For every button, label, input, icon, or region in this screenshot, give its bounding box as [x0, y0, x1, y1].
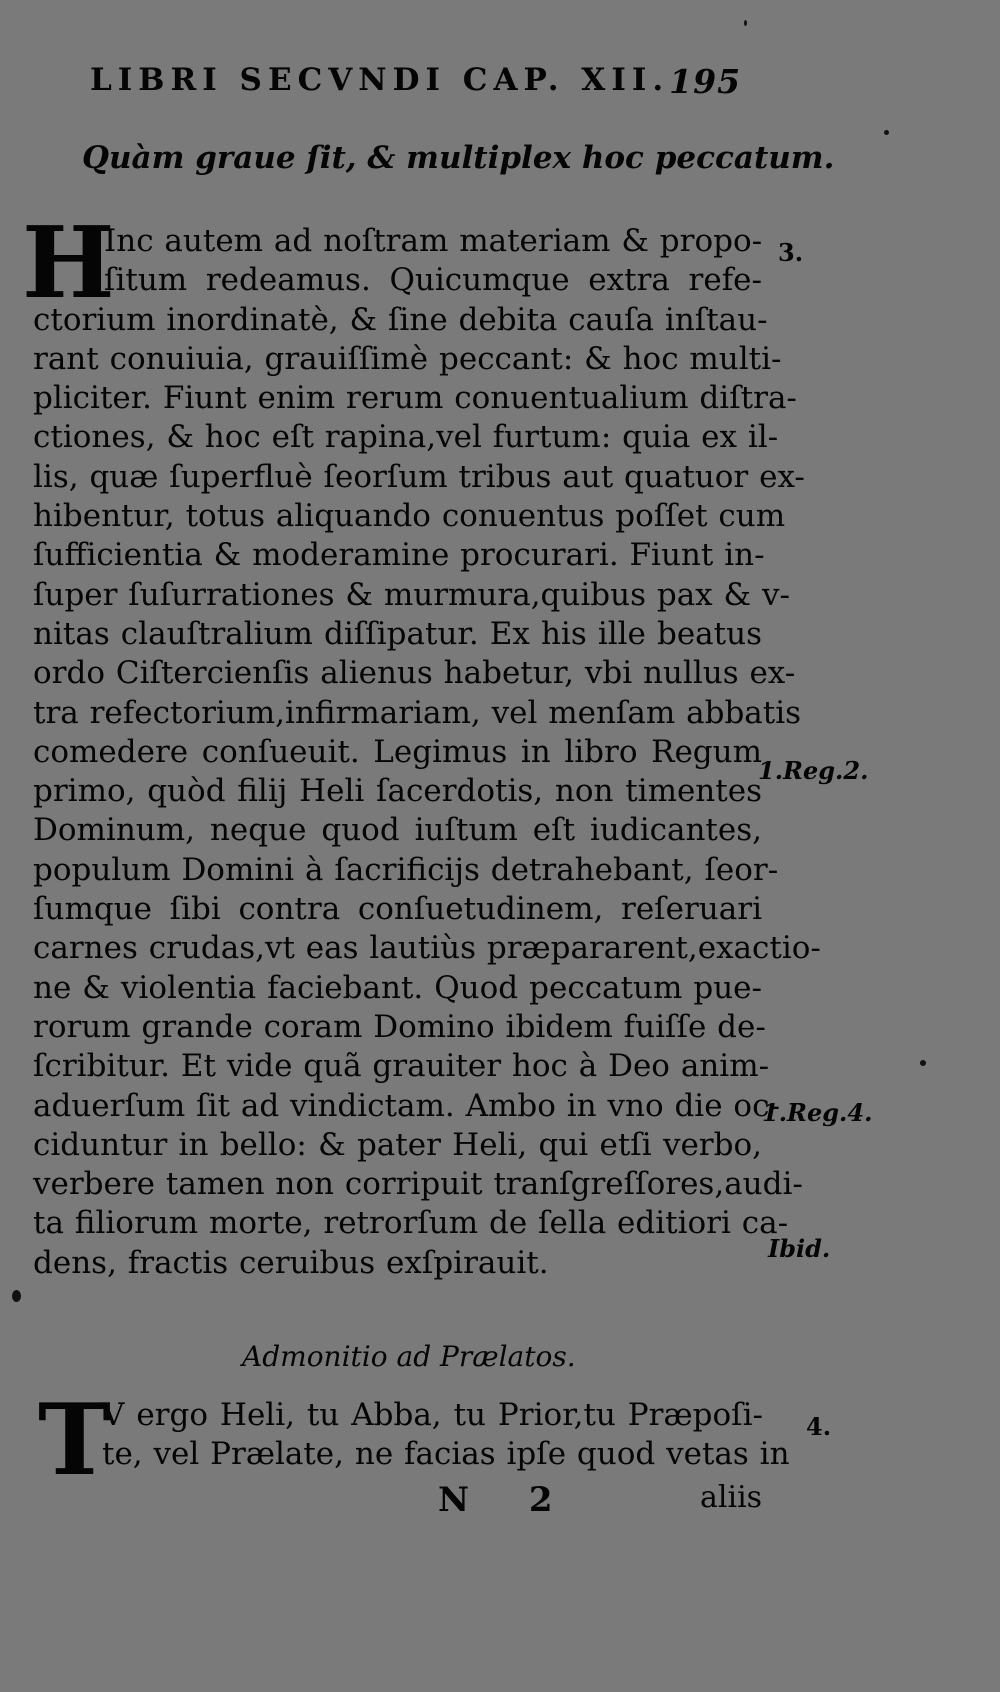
text-line: nitas clauſtralium diſſipatur. Ex his ille beatus — [33, 615, 762, 652]
text-line: verbere tamen non corripuit tranſgreſſores,audi- — [33, 1166, 803, 1203]
text-line: ciduntur in bello: & pater Heli, qui etſi verbo, — [33, 1126, 762, 1163]
text-line: ſitum redeamus. Quicumque extra refe- — [104, 262, 762, 299]
drop-cap-h: H — [22, 206, 115, 321]
ink-speck — [920, 1060, 926, 1066]
text-line: dens, fractis ceruibus exſpirauit. — [33, 1244, 549, 1281]
text-line: populum Domini à ſacrificijs detrahebant, ſeor- — [33, 851, 779, 888]
text-line: ctiones, & hoc eſt rapina,vel furtum: quia ex il- — [33, 419, 779, 456]
text-line: primo, quòd filij Heli ſacerdotis, non timentes — [33, 773, 762, 810]
margin-number-3: 3. — [778, 238, 804, 267]
text-line: te, vel Prælate, ne facias ipſe quod vetas in — [102, 1436, 790, 1473]
text-line: ta filiorum morte, retrorſum de ſella editiori ca- — [33, 1205, 789, 1242]
text-line: rant conuiuia, grauiſſimè peccant: & hoc multi- — [33, 340, 782, 377]
ink-speck — [744, 20, 747, 26]
text-line: carnes crudas,vt eas lautiùs præpararent,exactio- — [33, 930, 821, 967]
text-line: ne & violentia faciebant. Quod peccatum pue- — [33, 969, 762, 1006]
margin-note-reg-4: 1.Reg.4. — [762, 1098, 873, 1127]
drop-cap-t: T — [38, 1383, 111, 1498]
text-line: tra refectorium,infirmariam, vel menſam abbatis — [33, 694, 802, 731]
text-line: ſcribitur. Et vide quã grauiter hoc à Deo anim- — [33, 1048, 770, 1085]
running-head-title: LIBRI SECVNDI CAP. XII. — [90, 62, 670, 98]
margin-note-ibid: Ibid. — [768, 1234, 831, 1263]
ink-speck — [12, 1290, 21, 1302]
signature-mark: N 2 — [438, 1480, 577, 1520]
margin-note-reg-2: 1.Reg.2. — [758, 756, 869, 785]
text-line: ſufficientia & moderamine procurari. Fiunt in- — [33, 537, 765, 574]
margin-number-4: 4. — [806, 1412, 832, 1441]
text-line: Inc autem ad noſtram materiam & propo- — [104, 223, 763, 259]
text-line: V ergo Heli, tu Abba, tu Prior,tu Præpoſi- — [102, 1397, 763, 1433]
text-line: hibentur, totus aliquando conuentus poſſet cum — [33, 498, 786, 535]
text-line: Dominum, neque quod iuſtum eſt iudicantes, — [33, 812, 762, 849]
text-line: aduerſum ſit ad vindictam. Ambo in vno die oc- — [33, 1087, 780, 1124]
text-line: rorum grande coram Domino ibidem fuiſſe de- — [33, 1008, 766, 1045]
text-line: ſuper ſuſurrationes & murmura,quibus pax & v- — [33, 576, 790, 613]
page-number: 195 — [669, 62, 742, 101]
catchword: aliis — [700, 1480, 763, 1515]
text-line: ctorium inordinatè, & ſine debita cauſa inſtau- — [33, 301, 768, 338]
text-line: ordo Ciſtercienſis alienus habetur, vbi nullus ex- — [33, 655, 796, 692]
running-head — [90, 62, 740, 101]
admonition-heading: Admonitio ad Prælatos. — [242, 1340, 576, 1373]
text-line: ſumque ſibi contra conſuetudinem, reſeruari — [33, 891, 762, 928]
text-line: comedere conſueuit. Legimus in libro Regum — [33, 733, 762, 770]
text-line: lis, quæ ſuperfluè ſeorſum tribus aut quatuor ex- — [33, 458, 805, 495]
section-subheading: Quàm graue ſit, & multiplex hoc peccatum. — [82, 140, 835, 176]
ink-speck — [884, 130, 889, 135]
text-line: pliciter. Fiunt enim rerum conuentualium diſtra- — [33, 380, 797, 417]
